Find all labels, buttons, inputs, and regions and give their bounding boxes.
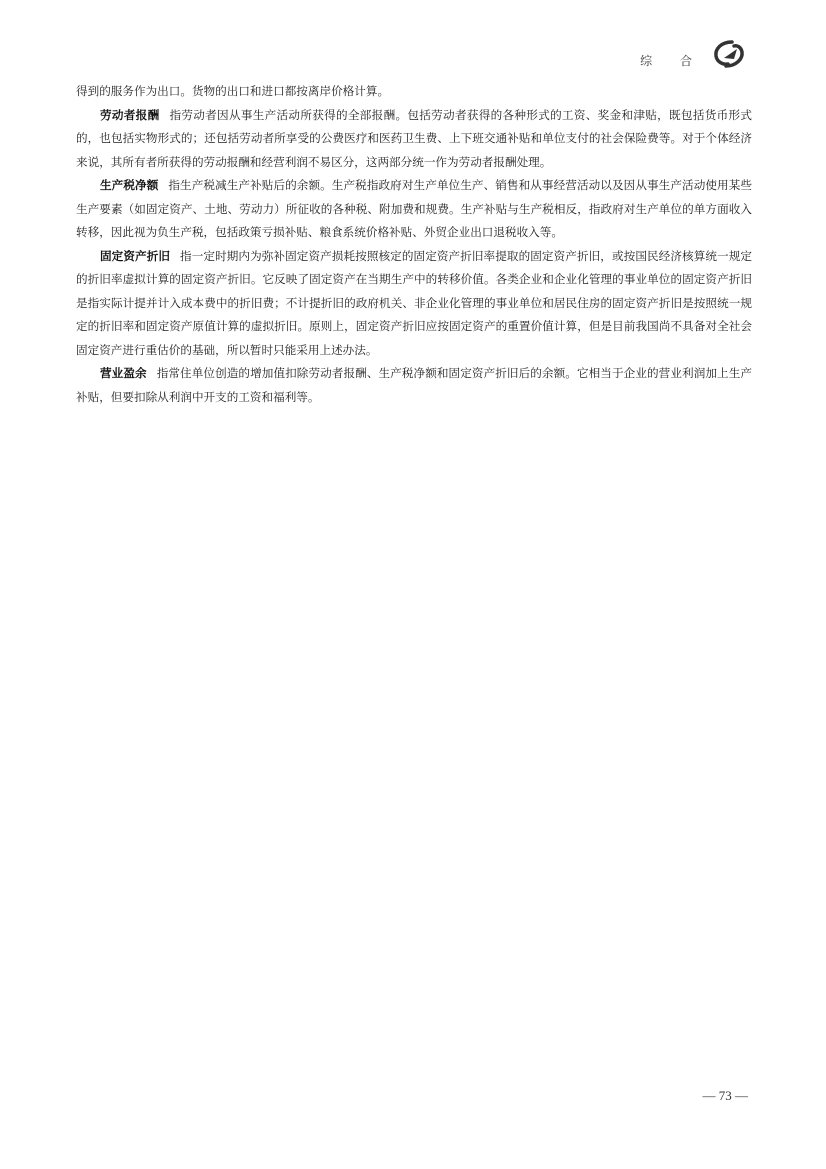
intro-paragraph: 得到的服务作为出口。货物的出口和进口都按离岸价格计算。	[76, 84, 390, 98]
term-heading: 生产税净额	[100, 178, 159, 192]
term-heading: 劳动者报酬	[100, 107, 160, 122]
entry-paragraph	[76, 104, 752, 175]
term-heading: 固定资产折旧	[100, 248, 171, 263]
term-definition: 指生产税减生产补贴后的余额。生产税指政府对生产单位生产、销售和从事经营活动以及因从事生产活动使用某些生产要素（如固定资产、土地、劳动力）所征收的各种税、附加费和规费。生产补贴与生产税相反，指政府对生产单位的单方面收入转移，因此视为负生产税，包括政策亏损补贴、粮食系统价格补贴、外贸企业出口退税收入等。	[76, 178, 752, 239]
entry-paragraph	[76, 362, 752, 409]
term-definition: 指常住单位创造的增加值扣除劳动者报酬、生产税净额和固定资产折旧后的余额。它相当于企业的营业利润加上生产补贴，但要扣除从利润中开支的工资和福利等。	[76, 366, 752, 404]
document-body	[76, 80, 752, 409]
stats-logo-icon	[712, 39, 746, 69]
term-heading: 营业盈余	[100, 366, 147, 380]
entry-paragraph	[76, 174, 752, 245]
section-label: 综 合	[640, 54, 704, 68]
entry-paragraph	[76, 245, 752, 363]
term-definition: 指劳动者因从事生产活动所获得的全部报酬。包括劳动者获得的各种形式的工资、奖金和津贴，既包括货币形式的，也包括实物形式的；还包括劳动者所享受的公费医疗和医药卫生费、上下班交通补贴和单位支付的社会保险费等。对于个体经济来说，其所有者所获得的劳动报酬和经营利润不易区分，这两部分统一作为劳动者报酬处理。	[76, 107, 752, 169]
term-definition: 指一定时期内为弥补固定资产损耗按照核定的固定资产折旧率提取的固定资产折旧，或按国民经济核算统一规定的折旧率虚拟计算的固定资产折旧。它反映了固定资产在当期生产中的转移价值。各类企业和企业化管理的事业单位的固定资产折旧是指实际计提并计入成本费中的折旧费；不计提折旧的政府机关、非企业化管理的事业单位和居民住房的固定资产折旧是按照统一规定的折旧率和固定资产原值计算的虚拟折旧。原则上，固定资产折旧应按固定资产的重置价值计算，但是目前我国尚不具备对全社会固定资产进行重估价的基础，所以暂时只能采用上述办法。	[76, 248, 752, 357]
page-number: — 73 —	[702, 1088, 748, 1103]
page-header	[640, 38, 746, 69]
